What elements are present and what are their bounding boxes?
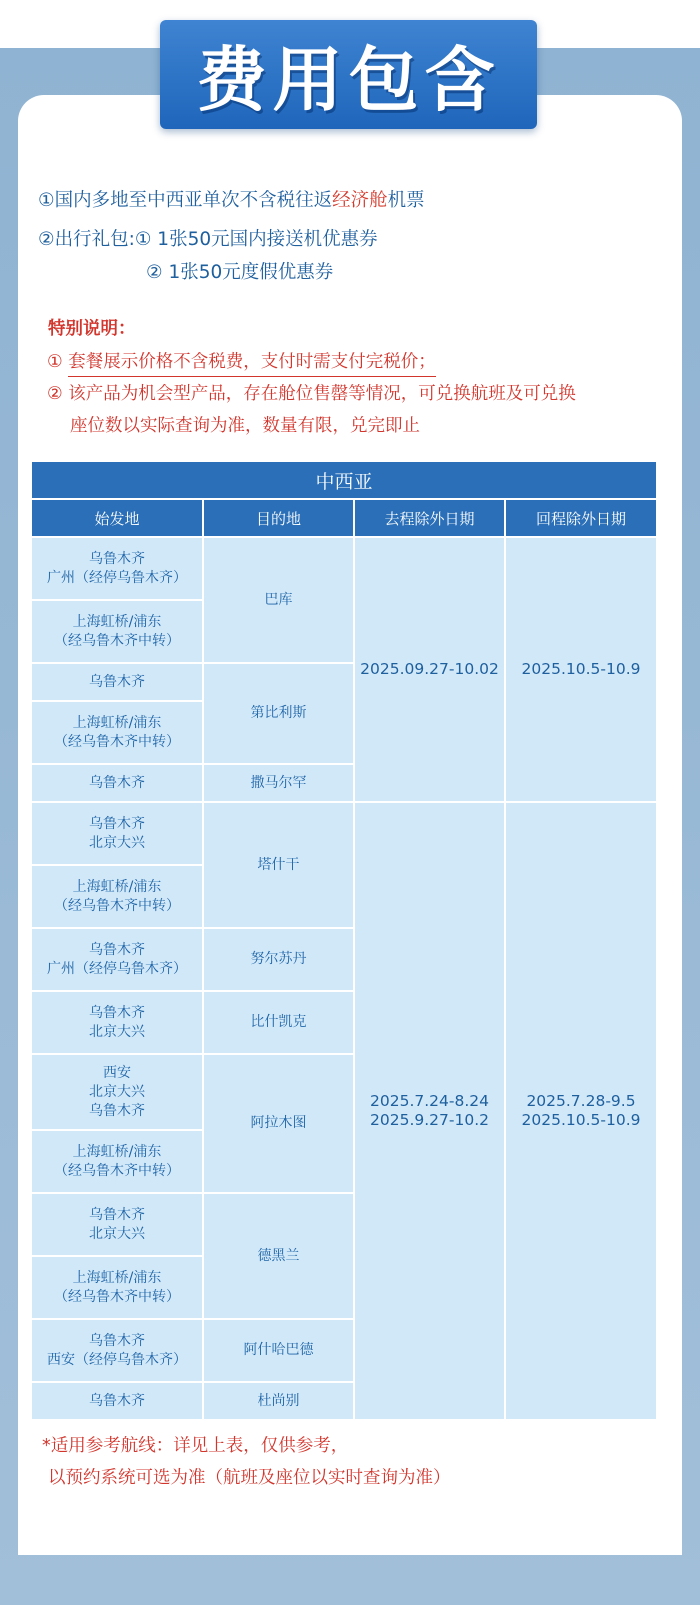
origin-cell: 乌鲁木齐 xyxy=(31,1382,203,1420)
origin-cell: 乌鲁木齐 广州（经停乌鲁木齐） xyxy=(31,928,203,991)
destination-cell: 第比利斯 xyxy=(203,663,354,764)
destination-cell: 巴库 xyxy=(203,537,354,663)
include-item-1-suffix: 机票 xyxy=(387,190,425,211)
origin-cell: 乌鲁木齐 西安（经停乌鲁木齐） xyxy=(31,1319,203,1382)
economy-class-highlight: 经济舱 xyxy=(332,190,388,211)
destination-cell: 比什凯克 xyxy=(203,991,354,1054)
return-excluded-dates-cell: 2025.7.28-9.5 2025.10.5-10.9 xyxy=(505,802,657,1420)
gift-pack-item-b: ② 1张50元度假优惠券 xyxy=(146,262,334,283)
special-note-1-num: ① xyxy=(47,352,63,372)
special-note-1 xyxy=(47,350,436,377)
outbound-excluded-dates-cell: 2025.09.27-10.02 xyxy=(354,537,505,802)
origin-cell: 上海虹桥/浦东 （经乌鲁木齐中转） xyxy=(31,865,203,928)
special-note-2-line2: 座位数以实际查询为准，数量有限，兑完即止 xyxy=(70,416,420,436)
origin-cell: 上海虹桥/浦东 （经乌鲁木齐中转） xyxy=(31,1130,203,1193)
special-note-2-line1: ② 该产品为机会型产品，存在舱位售罄等情况，可兑换航班及可兑换 xyxy=(47,384,576,404)
gift-pack-item-a: ① 1张50元国内接送机优惠券 xyxy=(134,229,378,250)
column-header-origin: 始发地 xyxy=(31,499,203,537)
title-banner xyxy=(160,20,537,129)
page-title: 费用包含 xyxy=(196,39,501,121)
return-excluded-dates-cell: 2025.10.5-10.9 xyxy=(505,537,657,802)
origin-cell: 乌鲁木齐 xyxy=(31,764,203,802)
special-note-1-text: 套餐展示价格不含税费，支付时需支付完税价； xyxy=(68,350,436,377)
include-item-1-text: ①国内多地至中西亚单次不含税往返 xyxy=(38,190,333,211)
column-header-destination: 目的地 xyxy=(203,499,354,537)
origin-cell: 乌鲁木齐 北京大兴 xyxy=(31,991,203,1054)
origin-cell: 西安 北京大兴 乌鲁木齐 xyxy=(31,1054,203,1130)
destination-cell: 杜尚别 xyxy=(203,1382,354,1420)
origin-cell: 乌鲁木齐 xyxy=(31,663,203,701)
destination-cell: 撒马尔罕 xyxy=(203,764,354,802)
destination-cell: 阿拉木图 xyxy=(203,1054,354,1193)
column-header-outbound-excluded: 去程除外日期 xyxy=(354,499,505,537)
destination-cell: 塔什干 xyxy=(203,802,354,928)
column-header-return-excluded: 回程除外日期 xyxy=(505,499,657,537)
origin-cell: 乌鲁木齐 北京大兴 xyxy=(31,802,203,865)
region-header: 中西亚 xyxy=(31,461,657,499)
destination-cell: 努尔苏丹 xyxy=(203,928,354,991)
destination-cell: 阿什哈巴德 xyxy=(203,1319,354,1382)
footnote-line-1: *适用参考航线：详见上表，仅供参考， xyxy=(42,1436,349,1456)
gift-pack-label: ②出行礼包: xyxy=(38,229,135,250)
destination-cell: 德黑兰 xyxy=(203,1193,354,1319)
origin-cell: 上海虹桥/浦东 （经乌鲁木齐中转） xyxy=(31,1256,203,1319)
origin-cell: 上海虹桥/浦东 （经乌鲁木齐中转） xyxy=(31,600,203,663)
origin-cell: 上海虹桥/浦东 （经乌鲁木齐中转） xyxy=(31,701,203,764)
include-item-2 xyxy=(38,228,378,252)
origin-cell: 乌鲁木齐 北京大兴 xyxy=(31,1193,203,1256)
include-item-1 xyxy=(38,189,425,213)
outbound-excluded-dates-cell: 2025.7.24-8.24 2025.9.27-10.2 xyxy=(354,802,505,1420)
origin-cell: 乌鲁木齐 广州（经停乌鲁木齐） xyxy=(31,537,203,600)
footnote-line-2: 以预约系统可选为准（航班及座位以实时查询为准） xyxy=(48,1468,451,1488)
special-notes-title: 特别说明： xyxy=(48,319,136,339)
routes-table xyxy=(30,460,658,1421)
